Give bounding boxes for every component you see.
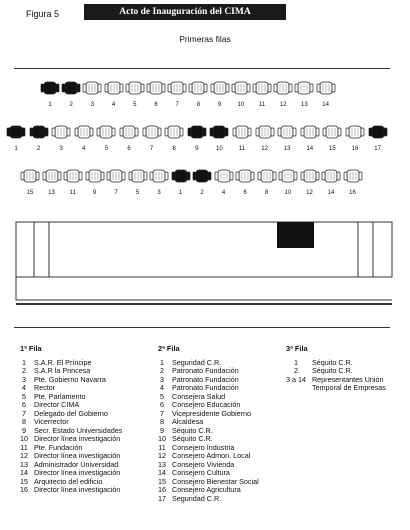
legend-seat-holder: Pte. Parlamento	[34, 391, 86, 401]
legend-seat-number: 5	[22, 391, 26, 401]
legend-seat-number: 15	[20, 476, 28, 486]
title-bar	[84, 4, 286, 20]
legend-item	[20, 486, 122, 495]
seat-number: 1	[178, 190, 183, 196]
legend-seat-number: 17	[158, 493, 166, 503]
seat-number: 17	[374, 146, 381, 152]
legend-table	[286, 359, 396, 393]
legend-seat-holder: S.A.R la Princesa	[34, 366, 91, 375]
legend-seat-number: 11	[158, 442, 166, 452]
figure-label: Figura 5	[26, 9, 60, 19]
seat-icon	[164, 122, 184, 142]
seat-icon	[316, 78, 336, 98]
seat-icon	[210, 78, 230, 98]
seat-icon	[119, 122, 139, 142]
legend-seat-holder: Vicepresidente Gobierno	[172, 408, 251, 418]
seat-number: 3	[157, 190, 161, 196]
seat-number: 6	[154, 102, 158, 108]
seat-number: 5	[133, 102, 137, 108]
seat-icon	[209, 122, 229, 142]
legend-seat-holder: Consejero Admon. Local	[172, 451, 251, 460]
seat-number: 5	[135, 190, 140, 196]
seat-icon	[82, 78, 102, 98]
seat-number: 8	[196, 102, 201, 108]
legend-seat-number: 16	[158, 485, 166, 494]
bottom-rule	[14, 327, 390, 328]
legend-seat-number: 10	[158, 434, 166, 443]
seat-number: 4	[221, 190, 226, 196]
seat-number: 9	[195, 146, 199, 152]
seat-number: 12	[279, 102, 287, 108]
seat-icon	[300, 122, 320, 142]
seat-number: 7	[175, 102, 179, 108]
seat-icon	[277, 122, 297, 142]
legend-seat-number: 9	[160, 425, 164, 435]
legend-seat-number: 13	[20, 459, 28, 469]
legend-seat-number: 3	[22, 374, 26, 384]
seat-number: 11	[69, 190, 77, 196]
seat-icon	[61, 78, 81, 98]
seat-icon	[294, 78, 314, 98]
seat-number: 9	[92, 190, 97, 196]
seat-icon	[6, 122, 26, 142]
seat-icon	[273, 78, 293, 98]
seat-number: 16	[349, 190, 356, 196]
legend-seat-number: 12	[158, 451, 166, 460]
seat-number: 2	[200, 190, 204, 196]
seat-icon	[171, 166, 191, 186]
seat-number: 7	[114, 190, 118, 196]
seat-number: 15	[329, 146, 336, 152]
legend-seat-holder: Director línea investigación	[34, 451, 121, 460]
seat-number: 13	[301, 102, 308, 108]
seat-number: 6	[243, 190, 247, 196]
legend-row-1	[20, 345, 122, 495]
seat-icon	[128, 166, 148, 186]
legend-seat-holder: Pte. Fundación	[34, 442, 83, 452]
legend-seat-holder: Séquito C.R.	[172, 434, 213, 443]
legend-seat-holder: Director CIMA	[34, 400, 80, 409]
legend-title: 2ª Fila	[158, 344, 180, 353]
seat-number: 12	[261, 146, 268, 152]
seat-icon	[74, 122, 94, 142]
legend-seat-holder: Director línea investigación	[34, 434, 121, 443]
legend-seat-holder: S.A.R. El Príncipe	[34, 357, 92, 367]
seat-icon	[63, 166, 83, 186]
legend-seat-holder: Consejero Educación	[172, 400, 241, 409]
seat-number: 14	[306, 146, 314, 152]
legend-seat-holder: Séquito C.R.	[172, 425, 213, 435]
stage-platform	[16, 222, 392, 277]
legend-seat-number: 7	[160, 408, 164, 418]
seat-number: 10	[284, 190, 292, 196]
seat-number: 13	[283, 146, 291, 152]
legend-seat-holder: Consejera Salud	[172, 391, 226, 401]
legend-seat-holder: Consejero Bienestar Social	[172, 476, 259, 486]
legend-item	[286, 376, 396, 393]
legend-seat-holder: Administrador Universidad	[34, 459, 119, 469]
legend-seat-number: 15	[158, 476, 166, 486]
seat-number: 5	[104, 146, 109, 152]
seat-number: 4	[111, 102, 116, 108]
seat-number: 15	[26, 190, 34, 196]
legend-seat-holder: Consejero Industria	[172, 442, 235, 452]
seat-icon	[96, 122, 116, 142]
legend-title: 1ª Fila	[20, 344, 42, 353]
seat-icon	[235, 166, 255, 186]
legend-table	[20, 359, 122, 495]
page-title: Acto de Inauguración del CIMA	[119, 7, 251, 17]
seat-number: 16	[351, 146, 359, 152]
seat-number: 11	[238, 146, 246, 152]
seat-number: 8	[264, 190, 269, 196]
seat-icon	[167, 78, 187, 98]
legend-seat-holder: Séquito C.R.	[311, 357, 353, 367]
seat-icon	[231, 78, 251, 98]
seat-number: 4	[82, 146, 86, 152]
seat-icon	[104, 78, 124, 98]
legend-seat-number: 2	[160, 366, 164, 375]
lectern-block	[277, 222, 314, 248]
legend-seat-number: 16	[20, 485, 28, 494]
seat-number: 3	[90, 102, 95, 108]
seat-icon	[321, 166, 341, 186]
legend-seat-number: 2	[22, 366, 26, 375]
seat-number: 6	[127, 146, 131, 152]
legend-seat-number: 9	[22, 425, 26, 435]
legend-seat-number: 3 a 14	[286, 374, 306, 384]
seat-icon	[142, 122, 162, 142]
seat-icon	[106, 166, 126, 186]
legend-seat-number: 14	[158, 468, 166, 477]
legend-seat-holder: Delegado del Gobierno	[34, 408, 108, 418]
seat-number: 14	[327, 190, 335, 196]
seat-icon	[85, 166, 105, 186]
seat-number: 1	[48, 102, 52, 108]
legend-table	[158, 359, 259, 504]
seat-number: 11	[258, 102, 266, 108]
seat-icon	[214, 166, 234, 186]
legend-seat-holder: Consejero Cultura	[172, 468, 230, 477]
seat-icon	[252, 78, 272, 98]
legend-seat-holder: Secr. Estado Universidades	[34, 425, 123, 435]
legend-seat-number: 1	[160, 357, 164, 367]
legend-row-3	[286, 345, 396, 393]
stage-front-edge	[16, 277, 392, 300]
legend-seat-number: 10	[20, 434, 28, 443]
legend-seat-number: 12	[20, 451, 28, 460]
legend-seat-holder: Alcaldesa	[172, 417, 204, 426]
legend-seat-holder: Consejero Agricultura	[172, 485, 241, 494]
seat-icon	[40, 78, 60, 98]
legend-seat-number: 4	[160, 383, 164, 392]
legend-seat-number: 5	[160, 391, 164, 401]
seat-number: 10	[216, 146, 223, 152]
legend-seat-holder: Seguridad C.R.	[172, 493, 222, 503]
seat-number: 3	[59, 146, 63, 152]
legend-seat-holder: Seguridad C.R.	[172, 357, 222, 367]
seat-icon	[149, 166, 169, 186]
seat-icon	[20, 166, 40, 186]
legend-seat-holder: Arquitecto del edificio	[34, 476, 103, 486]
seat-number: 12	[306, 190, 313, 196]
seat-icon	[42, 166, 62, 186]
legend-seat-number: 13	[158, 459, 166, 469]
legend-seat-holder: Pte. Gobierno Navarra	[34, 374, 106, 384]
seat-number: 9	[217, 102, 222, 108]
legend-seat-number: 8	[22, 417, 26, 426]
legend-seat-holder: Director línea investigación	[34, 485, 121, 494]
seat-icon	[300, 166, 320, 186]
legend-seat-number: 6	[160, 400, 164, 409]
legend-title: 3ª Fila	[286, 344, 308, 353]
legend-seat-number: 11	[20, 442, 28, 452]
seat-number: 10	[237, 102, 245, 108]
legend-seat-number: 3	[160, 374, 164, 384]
seat-icon	[343, 166, 363, 186]
seat-icon	[51, 122, 71, 142]
legend-item	[158, 495, 259, 504]
legend-seat-number: 1	[293, 357, 298, 367]
legend-seat-number: 4	[22, 383, 26, 392]
seat-icon	[232, 122, 252, 142]
seat-number: 8	[172, 146, 176, 152]
seat-icon	[29, 122, 49, 142]
seat-icon	[278, 166, 298, 186]
legend-seat-holder: Patronato Fundación	[172, 383, 239, 392]
legend-seat-number: 6	[22, 400, 26, 409]
stage-diagram	[0, 208, 410, 318]
seat-icon	[192, 166, 212, 186]
legend-seat-holder: Director línea investigación	[34, 468, 121, 477]
legend-seat-number: 14	[20, 468, 28, 477]
seat-icon	[255, 122, 275, 142]
legend-seat-number: 8	[160, 417, 164, 426]
top-rule	[14, 68, 390, 69]
seat-icon	[187, 122, 207, 142]
legend-seat-holder: Séquito C.R.	[311, 366, 353, 375]
legend-row-2	[158, 345, 259, 503]
seat-number: 2	[69, 102, 73, 108]
legend-seat-number: 2	[293, 366, 298, 375]
seat-icon	[257, 166, 277, 186]
legend-seat-holder: Consejero Vivienda	[172, 459, 235, 469]
seat-icon	[146, 78, 166, 98]
legend-seat-number: 7	[22, 408, 26, 418]
legend-seat-holder: Vicerrector	[34, 417, 69, 426]
seat-icon	[125, 78, 145, 98]
seat-icon	[345, 122, 365, 142]
subtitle: Primeras filas	[179, 34, 231, 44]
seat-icon	[368, 122, 388, 142]
seat-number: 13	[48, 190, 55, 196]
seat-number: 7	[149, 146, 154, 152]
legend-seat-number: 1	[22, 357, 26, 367]
seat-icon	[188, 78, 208, 98]
seat-number: 14	[322, 102, 329, 108]
seat-number: 1	[14, 146, 18, 152]
legend-seat-holder: Patronato Fundación	[172, 366, 239, 375]
seat-number: 2	[36, 146, 41, 152]
legend-seat-holder: Representantes Unión Temporal de Empresas	[311, 374, 386, 392]
legend-seat-holder: Patronato Fundación	[172, 374, 239, 384]
seat-icon	[322, 122, 342, 142]
legend-seat-holder: Rector	[34, 383, 56, 392]
